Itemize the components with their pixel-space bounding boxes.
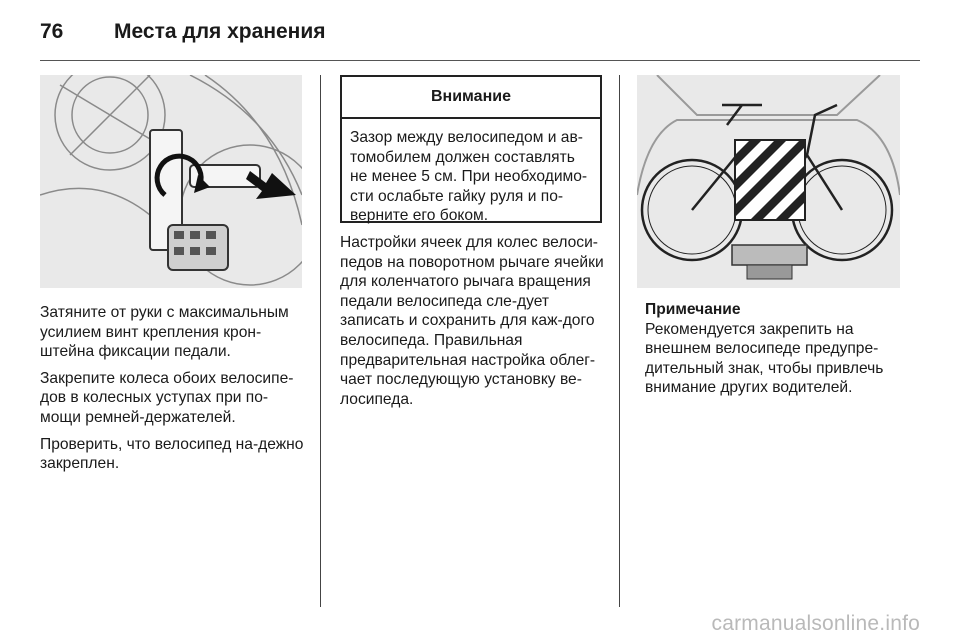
page-number: 76 [40,20,64,43]
column-middle-text [340,233,605,416]
note-text: Рекомендуется закрепить на внешнем велосипеде предупре-дительный знак, чтобы привлечь внимание других водителей. [645,320,884,397]
note-title: Примечание [645,301,741,318]
page-title: Места для хранения [114,20,326,43]
header-divider [40,60,920,61]
paragraph-fasten-wheels: Закрепите колеса обоих велосипе-дов в колесных уступах при по-мощи ремней-держателей. [40,369,294,426]
paragraph-settings: Настройки ячеек для колес велоси-педов на поворотном рычаге ячейки для коленчатого рычага вращения педали велосипеда сле-дует записать и сохранить для каж-дого велосипеда. Правильная предварительная настройка облег-чает последующую установку ве-лосипеда. [340,234,604,408]
column-divider-left [320,75,321,607]
watermark-text: carmanualsonline.info [711,612,920,635]
pedal-clamp-drawing [40,75,302,288]
column-left-text [40,303,308,481]
column-right-text [645,300,910,398]
warning-text: Зазор между велосипедом и ав-томобилем должен составлять не менее 5 см. При необходимо-сти ослабьте гайку руля и по-верните его боком. [350,129,588,225]
paragraph-tighten-screw: Затяните от руки с максимальным усилием винт крепления крон-штейна фиксации педали. [40,304,289,361]
warning-box [340,75,602,223]
page-header [40,20,326,50]
bikes-carrier-drawing [637,75,900,288]
column-divider-right [619,75,620,607]
illustration-pedal-clamp [40,75,302,288]
illustration-bikes-on-carrier [637,75,900,288]
paragraph-check-bicycle: Проверить, что велосипед на-дежно закреплен. [40,435,304,473]
warning-title: Внимание [342,77,600,119]
